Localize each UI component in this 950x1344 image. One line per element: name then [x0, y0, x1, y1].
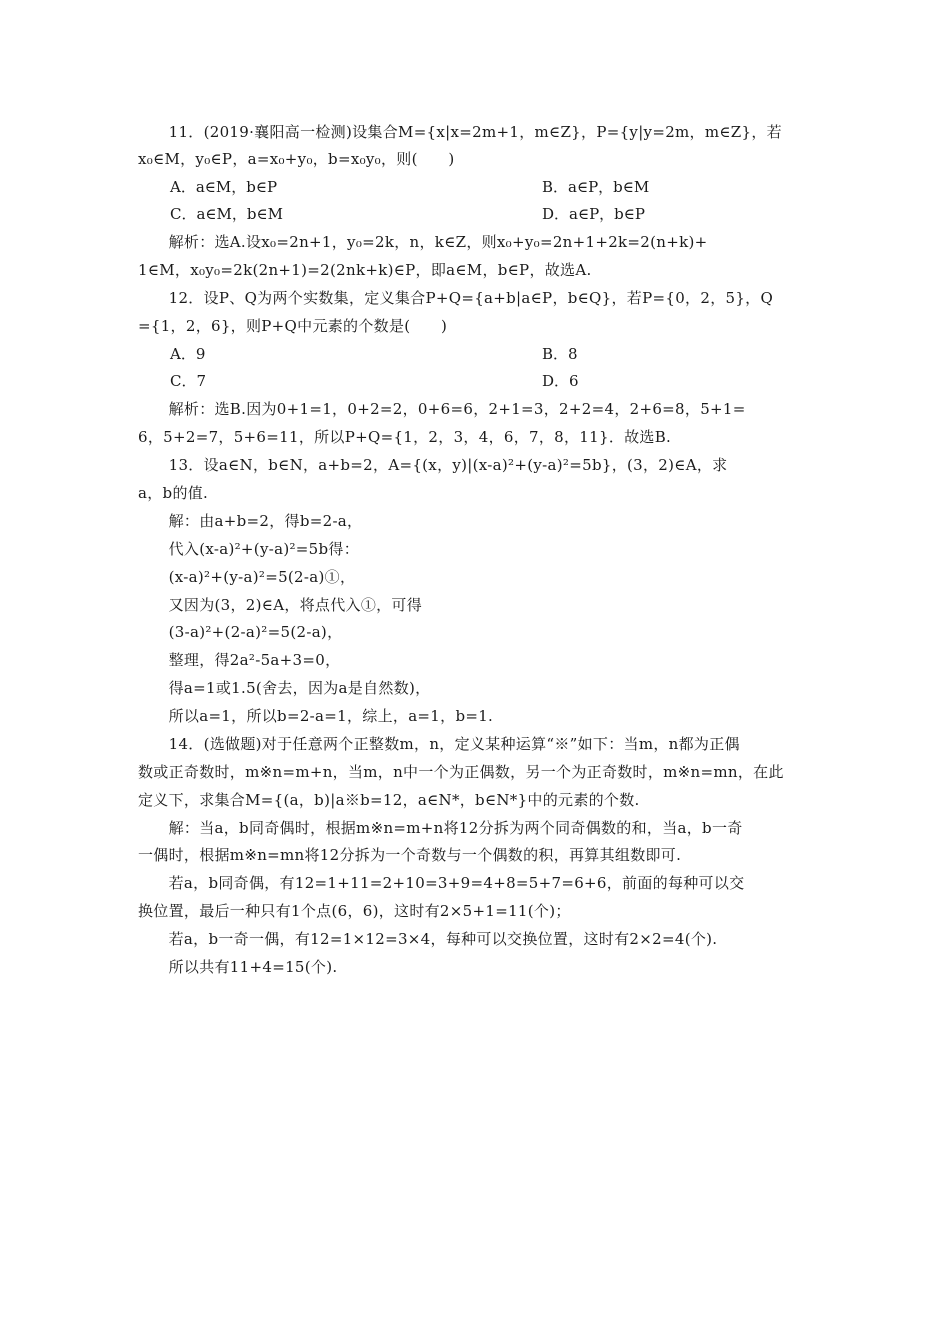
q11-stem-line-1: 11．(2019·襄阳高一检测)设集合M={x|x=2m+1，m∈Z}，P={y|y=2m，m∈Z}，若: [138, 123, 782, 141]
q12-analysis-line-1: 解析：选B.因为0+1=1，0+2=2，0+6=6，2+1=3，2+2=4，2+6=8，5+1=: [138, 400, 746, 418]
q11-option-d: D．a∈P，b∈P: [542, 205, 645, 223]
q11-stem-line-2: x₀∈M，y₀∈P，a=x₀+y₀，b=x₀y₀，则( ): [138, 150, 455, 168]
q13-solution-line-4: 又因为(3，2)∈A，将点代入①，可得: [138, 596, 423, 614]
q13-stem-line-2: a，b的值.: [138, 484, 209, 502]
q14-stem-line-2: 数或正奇数时，m※n=m+n，当m，n中一个为正偶数，另一个为正奇数时，m※n=mn，在此: [138, 763, 784, 781]
q13-solution-line-3: (x-a)²+(y-a)²=5(2-a)①，: [138, 568, 356, 586]
q11-option-a: A．a∈M，b∈P: [170, 178, 278, 196]
q12-analysis-line-2: 6，5+2=7，5+6=11，所以P+Q={1，2，3，4，6，7，8，11}．故选B.: [138, 428, 672, 446]
q13-solution-line-1: 解：由a+b=2，得b=2-a，: [138, 512, 363, 530]
q13-solution-line-2: 代入(x-a)²+(y-a)²=5b得：: [138, 540, 360, 558]
q14-solution-line-3: 若a，b同奇偶，有12=1+11=2+10=3+9=4+8=5+7=6+6，前面的每种可以交: [138, 874, 745, 892]
q14-stem-line-3: 定义下，求集合M={(a，b)|a※b=12，a∈N*，b∈N*}中的元素的个数.: [138, 791, 640, 809]
q12-option-a: A．9: [170, 345, 206, 363]
q12-option-c: C．7: [170, 372, 207, 390]
q11-option-b: B．a∈P，b∈M: [542, 178, 650, 196]
q14-solution-line-1: 解：当a，b同奇偶时，根据m※n=m+n将12分拆为两个同奇偶数的和，当a，b一奇: [138, 819, 743, 837]
q14-solution-line-6: 所以共有11+4=15(个).: [138, 958, 338, 976]
q13-solution-line-5: (3-a)²+(2-a)²=5(2-a)，: [138, 623, 343, 641]
q14-stem-line-1: 14．(选做题)对于任意两个正整数m，n，定义某种运算“※”如下：当m，n都为正偶: [138, 735, 740, 753]
q12-stem-line-2: ={1，2，6}，则P+Q中元素的个数是( ): [138, 317, 448, 335]
q11-option-c: C．a∈M，b∈M: [170, 205, 283, 223]
q14-solution-line-5: 若a，b一奇一偶，有12=1×12=3×4，每种可以交换位置，这时有2×2=4(个).: [138, 930, 718, 948]
q14-solution-line-2: 一偶时，根据m※n=mn将12分拆为一个奇数与一个偶数的积，再算其组数即可.: [138, 846, 682, 864]
q13-solution-line-6: 整理，得2a²-5a+3=0，: [138, 651, 341, 669]
q13-solution-line-7: 得a=1或1.5(舍去，因为a是自然数)，: [138, 679, 431, 697]
q11-analysis-line-1: 解析：选A.设x₀=2n+1，y₀=2k，n，k∈Z，则x₀+y₀=2n+1+2k=2(n+k)+: [138, 233, 708, 251]
q11-analysis-line-2: 1∈M，x₀y₀=2k(2n+1)=2(2nk+k)∈P，即a∈M，b∈P，故选A.: [138, 261, 592, 279]
q13-solution-line-8: 所以a=1，所以b=2-a=1，综上，a=1，b=1.: [138, 707, 494, 725]
q12-option-b: B．8: [542, 345, 578, 363]
q14-solution-line-4: 换位置，最后一种只有1个点(6，6)，这时有2×5+1=11(个)；: [138, 902, 571, 920]
q12-option-d: D．6: [542, 372, 579, 390]
q13-stem-line-1: 13．设a∈N，b∈N，a+b=2，A={(x，y)|(x-a)²+(y-a)²=5b}，(3，2)∈A，求: [138, 456, 728, 474]
q12-stem-line-1: 12．设P、Q为两个实数集，定义集合P+Q={a+b|a∈P，b∈Q}，若P={0，2，5}，Q: [138, 289, 774, 307]
